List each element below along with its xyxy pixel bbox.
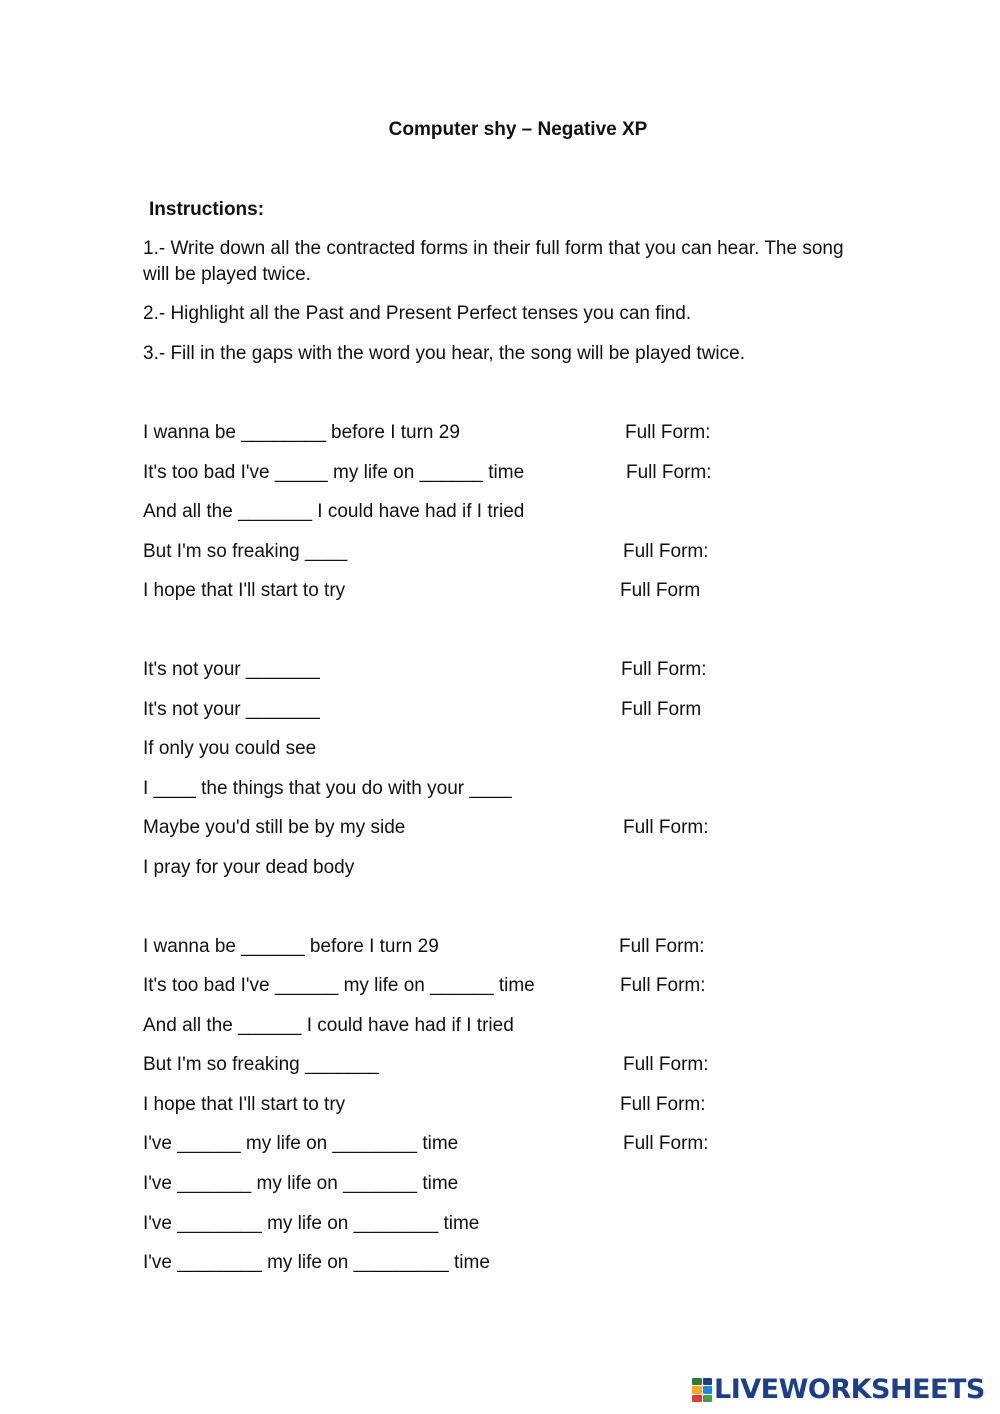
lyric-line: I've ________ my life on _________ time [143,1252,490,1273]
instruction-3: 3.- Fill in the gaps with the word you hear, the song will be played twice. [143,343,745,364]
brand-text: LIVEWORKSHEETS [714,1374,985,1405]
lyric-line: But I'm so freaking ____ [143,541,348,562]
full-form-label: Full Form: [623,1054,709,1075]
logo-square [692,1395,702,1402]
lyric-line: It's too bad I've ______ my life on ______ time [143,975,535,996]
liveworksheets-logo [692,1374,985,1406]
full-form-label: Full Form: [619,936,705,957]
lyric-line: I've ______ my life on ________ time [143,1133,459,1154]
full-form-label: Full Form: [620,1094,706,1115]
lyric-line: I've ________ my life on ________ time [143,1213,480,1234]
lyric-line: And all the _______ I could have had if I tried [143,501,525,522]
lyric-line: I hope that I'll start to try [143,1094,346,1115]
lyric-line: And all the ______ I could have had if I tried [143,1015,514,1036]
logo-square [692,1386,702,1393]
lyric-line: I've _______ my life on _______ time [143,1173,459,1194]
full-form-label: Full Form: [623,817,709,838]
lyric-line: I wanna be ________ before I turn 29 [143,422,460,443]
full-form-label: Full Form [620,580,701,601]
lyric-line: If only you could see [143,738,317,759]
lyric-line: It's not your _______ [143,699,320,720]
page-title: Computer shy – Negative XP [388,119,648,140]
lyric-line: It's too bad I've _____ my life on ______ time [143,462,525,483]
logo-square [703,1378,713,1385]
lyric-line: I ____ the things that you do with your ____ [143,778,512,799]
full-form-label: Full Form: [621,659,707,680]
lyric-line: I wanna be ______ before I turn 29 [143,936,439,957]
instruction-1: 1.- Write down all the contracted forms in their full form that you can hear. The song will be played twice. [143,238,844,285]
full-form-label: Full Form: [623,1133,709,1154]
instruction-2: 2.- Highlight all the Past and Present Perfect tenses you can find. [143,303,692,324]
logo-square [692,1378,702,1385]
lyric-line: I hope that I'll start to try [143,580,346,601]
lyric-line: But I'm so freaking _______ [143,1054,379,1075]
full-form-label: Full Form [621,699,702,720]
full-form-label: Full Form: [623,541,709,562]
lyric-line: Maybe you'd still be by my side [143,817,406,838]
logo-square [703,1395,713,1402]
full-form-label: Full Form: [625,422,711,443]
lyric-line: It's not your _______ [143,659,320,680]
full-form-label: Full Form: [626,462,712,483]
full-form-label: Full Form: [620,975,706,996]
lyric-line: I pray for your dead body [143,857,355,878]
logo-square [703,1386,713,1393]
liveworksheets-logo-icon [692,1378,712,1402]
instructions-heading: Instructions: [149,199,265,220]
